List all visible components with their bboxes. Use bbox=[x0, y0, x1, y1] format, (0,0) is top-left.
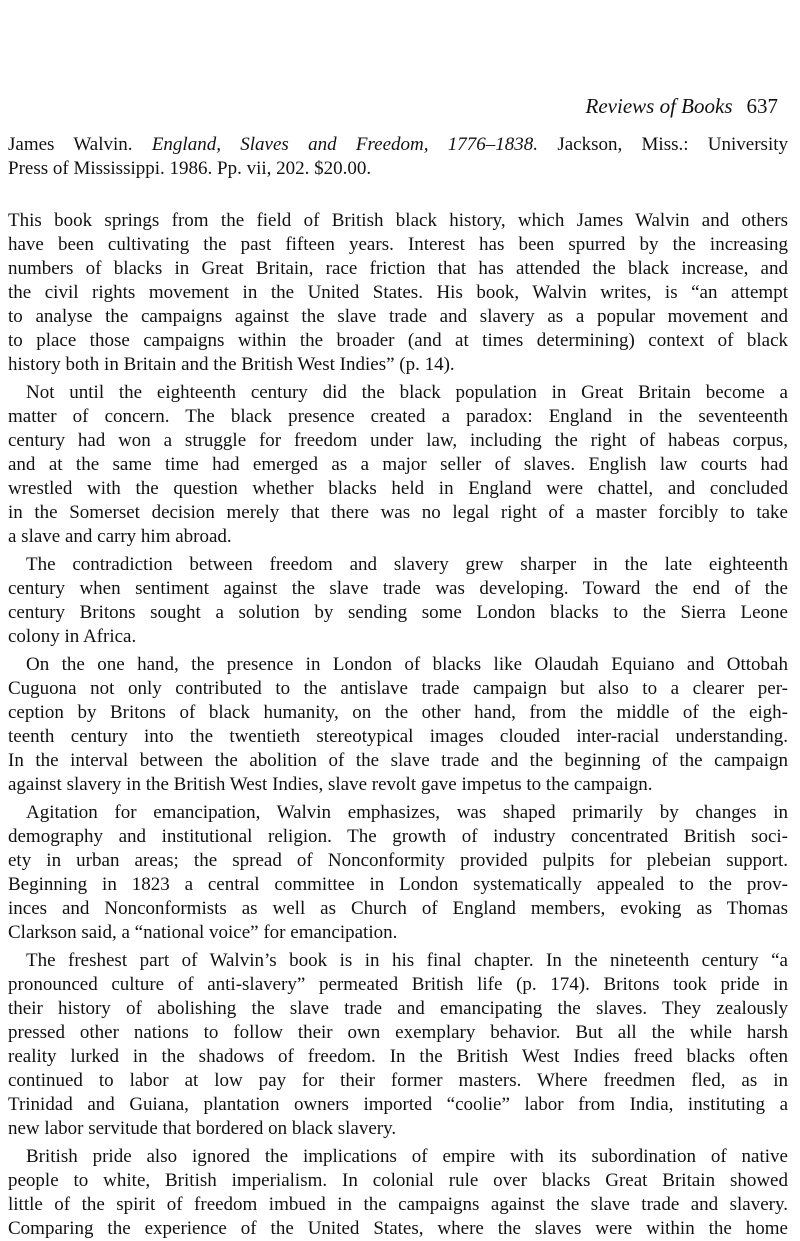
text-line: demography and institutional religion. The growth of industry concentrated British soci- bbox=[8, 826, 788, 847]
review-paragraph bbox=[8, 653, 788, 797]
running-head bbox=[586, 92, 778, 120]
text-line: against slavery in the British West Indies, slave revolt gave impetus to the campaign. bbox=[8, 774, 653, 795]
text-line: century Britons sought a solution by sending some London blacks to the Sierra Leone bbox=[8, 602, 788, 623]
citation-author: James Walvin. bbox=[8, 134, 133, 155]
review-paragraph bbox=[8, 1145, 788, 1241]
text-line: history both in Britain and the British West Indies” (p. 14). bbox=[8, 354, 455, 375]
text-line: British pride also ignored the implications of empire with its subordination of native bbox=[26, 1146, 788, 1167]
text-line: little of the spirit of freedom imbued in the campaigns against the slave trade and slavery. bbox=[8, 1194, 788, 1215]
citation-title: England, Slaves and Freedom, 1776–1838. bbox=[151, 134, 539, 155]
text-line: Beginning in 1823 a central committee in London systematically appealed to the prov- bbox=[8, 874, 788, 895]
citation-publisher-line1: Jackson, Miss.: University bbox=[557, 134, 789, 155]
review-paragraph bbox=[8, 209, 788, 377]
text-line: to analyse the campaigns against the slave trade and slavery as a popular movement and bbox=[8, 306, 788, 327]
text-line: continued to labor at low pay for their former masters. Where freedmen fled, as in bbox=[8, 1070, 788, 1091]
text-line: wrestled with the question whether blacks held in England were chattel, and concluded bbox=[8, 478, 788, 499]
text-line: numbers of blacks in Great Britain, race friction that has attended the black increase, and bbox=[8, 258, 788, 279]
book-citation bbox=[8, 133, 788, 181]
text-line: century when sentiment against the slave trade was developing. Toward the end of the bbox=[8, 578, 788, 599]
text-line: Comparing the experience of the United States, where the slaves were within the home bbox=[8, 1218, 788, 1239]
review-paragraph bbox=[8, 381, 788, 549]
text-line: the civil rights movement in the United States. His book, Walvin writes, is “an attempt bbox=[8, 282, 788, 303]
text-line: have been cultivating the past fifteen years. Interest has been spurred by the increasing bbox=[8, 234, 788, 255]
text-line: matter of concern. The black presence created a paradox: England in the seventeenth bbox=[8, 406, 788, 427]
text-line: Not until the eighteenth century did the black population in Great Britain become a bbox=[26, 382, 788, 403]
text-line: reality lurked in the shadows of freedom. In the British West Indies freed blacks often bbox=[8, 1046, 788, 1067]
text-line: and at the same time had emerged as a major seller of slaves. English law courts had bbox=[8, 454, 788, 475]
text-line: a slave and carry him abroad. bbox=[8, 526, 232, 547]
text-line: teenth century into the twentieth stereotypical images clouded inter-racial understanding. bbox=[8, 726, 788, 747]
text-line: new labor servitude that bordered on black slavery. bbox=[8, 1118, 397, 1139]
review-paragraph bbox=[8, 801, 788, 945]
review-paragraph bbox=[8, 553, 788, 649]
text-line: Clarkson said, a “national voice” for emancipation. bbox=[8, 922, 398, 943]
text-line: to place those campaigns within the broader (and at times determining) context of black bbox=[8, 330, 788, 351]
text-line: pronounced culture of anti-slavery” permeated British life (p. 174). Britons took pride in bbox=[8, 974, 788, 995]
text-line: people to white, British imperialism. In colonial rule over blacks Great Britain showed bbox=[8, 1170, 788, 1191]
citation-publisher-line2: Press of Mississippi. 1986. Pp. vii, 202. $20.00. bbox=[8, 158, 372, 179]
text-line: The contradiction between freedom and slavery grew sharper in the late eighteenth bbox=[26, 554, 788, 575]
text-line: Trinidad and Guiana, plantation owners imported “coolie” labor from India, instituting a bbox=[8, 1094, 788, 1115]
text-line: century had won a struggle for freedom under law, including the right of habeas corpus, bbox=[8, 430, 788, 451]
text-line: their history of abolishing the slave trade and emancipating the slaves. They zealously bbox=[8, 998, 788, 1019]
text-line: pressed other nations to follow their own exemplary behavior. But all the while harsh bbox=[8, 1022, 788, 1043]
text-line: Agitation for emancipation, Walvin emphasizes, was shaped primarily by changes in bbox=[26, 802, 788, 823]
review-paragraph bbox=[8, 949, 788, 1141]
text-line: This book springs from the field of British black history, which James Walvin and others bbox=[8, 210, 788, 231]
review-body bbox=[8, 209, 788, 1241]
text-line: colony in Africa. bbox=[8, 626, 137, 647]
text-line: inces and Nonconformists as well as Church of England members, evoking as Thomas bbox=[8, 898, 788, 919]
text-line: in the Somerset decision merely that there was no legal right of a master forcibly to take bbox=[8, 502, 788, 523]
text-line: On the one hand, the presence in London of blacks like Olaudah Equiano and Ottobah bbox=[26, 654, 788, 675]
page-number: 637 bbox=[746, 94, 778, 118]
text-line: ety in urban areas; the spread of Nonconformity provided pulpits for plebeian support. bbox=[8, 850, 788, 871]
text-line: The freshest part of Walvin’s book is in his final chapter. In the nineteenth century “a bbox=[26, 950, 788, 971]
journal-section-title: Reviews of Books bbox=[585, 94, 733, 118]
text-line: ception by Britons of black humanity, on the other hand, from the middle of the eigh- bbox=[8, 702, 788, 723]
text-line: In the interval between the abolition of the slave trade and the beginning of the campaign bbox=[8, 750, 788, 771]
text-line: Cuguona not only contributed to the antislave trade campaign but also to a clearer per- bbox=[8, 678, 788, 699]
